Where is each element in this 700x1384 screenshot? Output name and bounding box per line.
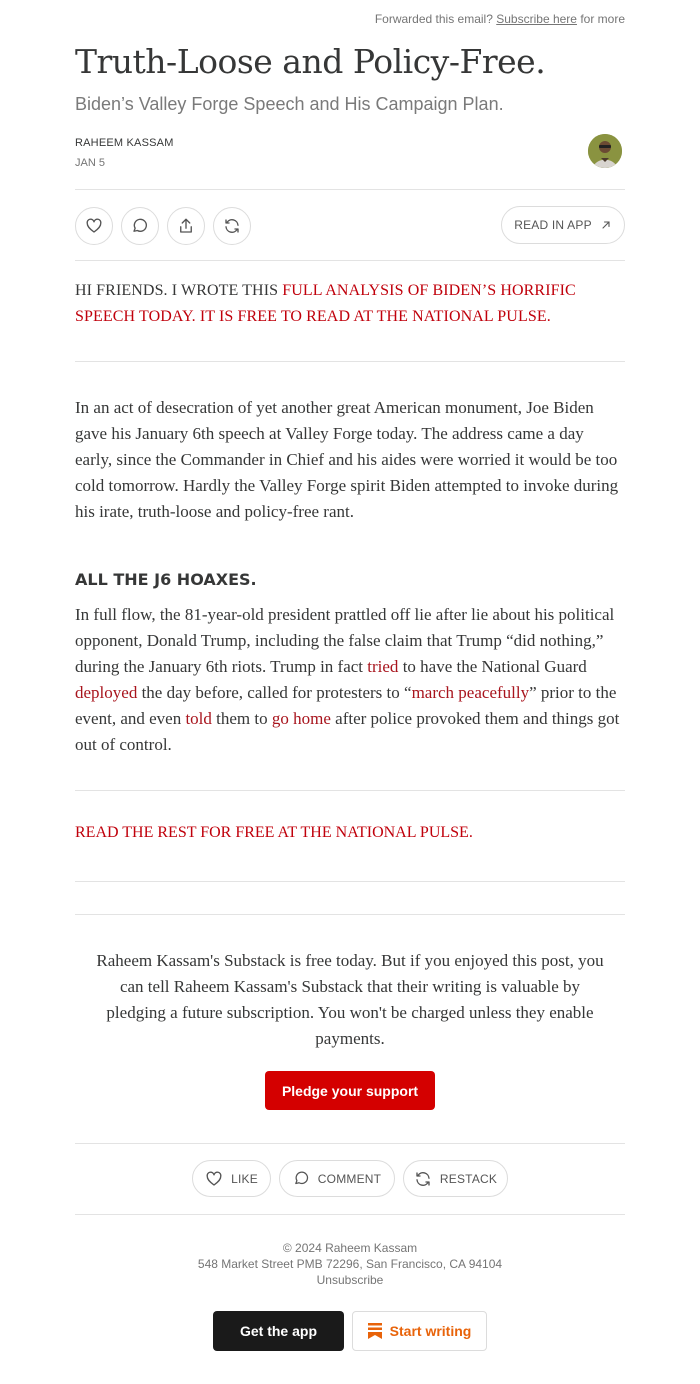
p2-text-e: them to: [211, 709, 272, 728]
p2-text-f: after police provoked them and things got out of control.: [75, 709, 620, 754]
intro-paragraph: [75, 278, 625, 330]
arrow-up-right-icon: [600, 219, 612, 231]
divider: [75, 361, 625, 362]
intro-highlight-link[interactable]: FULL ANALYSIS OF BIDEN’S HORRIFIC SPEECH TODAY. IT IS FREE TO READ AT THE NATIONAL PULSE.: [75, 282, 576, 325]
comment-icon: [131, 217, 149, 235]
divider: [75, 1143, 625, 1144]
pledge-message: Raheem Kassam's Substack is free today. But if you enjoyed this post, you can tell Raheem Kassam's Substack that their writing is valuable by pledging a future subscription. You won't be charged unless they enable payments.: [96, 951, 604, 1048]
start-writing-label: Start writing: [389, 1323, 472, 1339]
link-tried[interactable]: tried: [367, 657, 399, 676]
body-paragraph-1: In an act of desecration of yet another great American monument, Joe Biden gave his January 6th speech at Valley Forge today. The address came a day early, since the Commander in Chief and his aides were worried it would be too cold tomorrow. Hardly the Valley Forge spirit Biden attempted to invoke during his irate, truth-loose and policy-free rant.: [75, 398, 619, 521]
post-date: JAN 5: [75, 157, 105, 169]
restack-icon: [414, 1170, 432, 1188]
comment-pill-button[interactable]: [279, 1160, 395, 1197]
link-deployed[interactable]: deployed: [75, 683, 138, 702]
link-march-peacefully[interactable]: march peacefully: [411, 683, 530, 702]
like-pill-button[interactable]: [192, 1160, 271, 1197]
footer-address: 548 Market Street PMB 72296, San Francisco, CA 94104: [197, 1257, 503, 1271]
author-name[interactable]: RAHEEM KASSAM: [75, 137, 174, 149]
like-button[interactable]: [75, 207, 113, 245]
avatar[interactable]: [588, 134, 622, 168]
comment-label: COMMENT: [317, 1171, 382, 1186]
heart-icon: [85, 217, 103, 235]
body-paragraph-2: [75, 602, 625, 758]
unsubscribe-link[interactable]: Unsubscribe: [316, 1273, 384, 1287]
section-heading: ALL THE J6 HOAXES.: [75, 570, 257, 589]
read-in-app-label: READ IN APP: [514, 218, 592, 232]
start-writing-button[interactable]: [352, 1311, 487, 1351]
read-rest-link[interactable]: READ THE REST FOR FREE AT THE NATIONAL PULSE.: [75, 824, 473, 841]
pledge-support-button[interactable]: Pledge your support: [265, 1071, 435, 1110]
restack-label: RESTACK: [439, 1171, 498, 1186]
get-app-button[interactable]: Get the app: [213, 1311, 344, 1351]
divider: [75, 260, 625, 261]
share-button[interactable]: [167, 207, 205, 245]
post-subtitle: Biden’s Valley Forge Speech and His Campaign Plan.: [75, 94, 504, 114]
p2-text-a: In full flow, the 81-year-old president prattled off lie after lie about his political opponent, Donald Trump, including the false claim that Trump “did nothing,” during the January 6th riots. Trump in fact: [75, 605, 615, 676]
p2-text-c: the day before, called for protesters to “: [137, 683, 412, 702]
p2-text-b: to have the National Guard: [398, 657, 587, 676]
comment-button[interactable]: [121, 207, 159, 245]
divider: [75, 189, 625, 190]
share-icon: [177, 217, 195, 235]
link-go-home[interactable]: go home: [271, 709, 331, 728]
restack-pill-button[interactable]: [403, 1160, 508, 1197]
forwarded-suffix: for more: [580, 12, 625, 26]
footer-copyright: © 2024 Raheem Kassam: [282, 1241, 418, 1255]
divider: [75, 881, 625, 882]
comment-icon: [293, 1170, 310, 1187]
like-label: LIKE: [231, 1171, 258, 1186]
subscribe-link[interactable]: Subscribe here: [496, 12, 577, 26]
heart-icon: [205, 1170, 223, 1188]
restack-button[interactable]: [213, 207, 251, 245]
restack-icon: [223, 217, 241, 235]
link-told[interactable]: told: [185, 709, 212, 728]
forwarded-notice: [375, 12, 625, 26]
substack-logo-icon: [368, 1323, 382, 1339]
divider: [75, 914, 625, 915]
p2-text-d: ” prior to the event, and even: [75, 683, 617, 728]
post-title[interactable]: Truth-Loose and Policy-Free.: [75, 42, 546, 81]
intro-plain: HI FRIENDS. I WROTE THIS: [75, 282, 283, 299]
divider: [75, 790, 625, 791]
forwarded-prefix: Forwarded this email?: [374, 12, 493, 26]
read-in-app-button[interactable]: [501, 206, 625, 244]
divider: [75, 1214, 625, 1215]
